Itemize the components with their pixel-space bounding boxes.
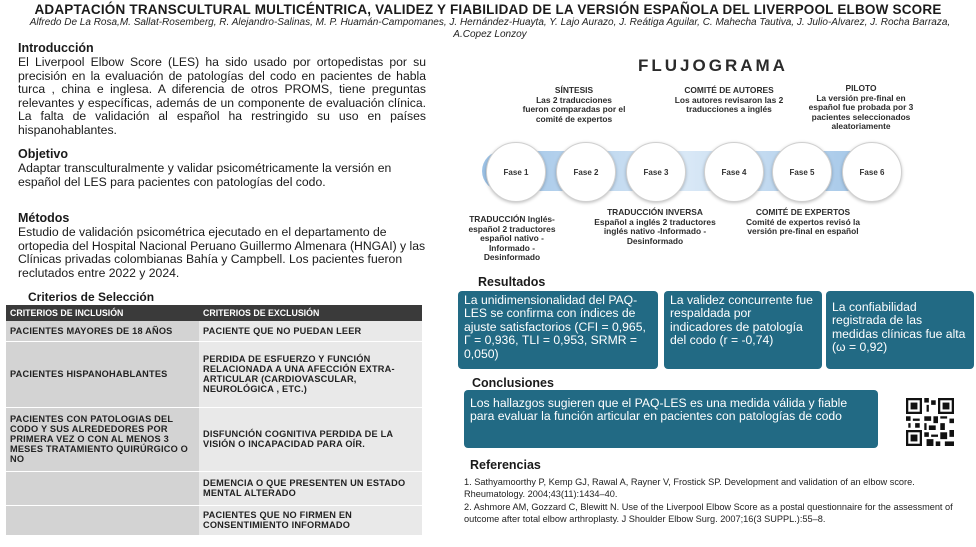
inclusion-cell: PACIENTES MAYORES DE 18 AÑOS (6, 321, 199, 341)
table-row (6, 341, 422, 407)
inclusion-header: CRITERIOS DE INCLUSIÓN (6, 305, 199, 321)
flow-comite-autores: COMITÉ DE AUTORES Los autores revisaron las 2 traducciones a inglés (674, 85, 784, 114)
table-row (6, 321, 422, 341)
intro-heading: Introducción (18, 41, 94, 55)
phase-2: Fase 2 (556, 142, 616, 202)
table-row (6, 505, 422, 535)
reference-item: 2. Ashmore AM, Gozzard C, Blewitt N. Use of the Liverpool Elbow Score as a postal questionnaire for the assessment of outcome after total elbow arthroplasty. J Shoulder Elbow Surg. 2007;16(3 SUPPL.):55–8. (464, 502, 953, 524)
flowchart-title: FLUJOGRAMA (638, 56, 788, 75)
authors: Alfredo De La Rosa,M. Sallat-Rosemberg, R. Alejandro-Salinas, M. P. Huamán-Campomanes, J. Hernández-Huayta, Y. Lajo Aurazo, J. Reátiga Aguilar, C. Mahecha Tautiva, J. Julio-Alvarez, J. Rocha Barraza, A.Copez Lonzoy (29, 17, 951, 40)
flow-comite-expertos: COMITÉ DE EXPERTOS Comité de expertos revisó la versión pre-final en español (745, 207, 861, 236)
table-row (6, 407, 422, 471)
methods-text: Estudio de validación psicométrica ejecutado en el departamento de ortopedia del Hospital Nacional Peruano Guillermo Almenara (HNGAI) y las Clínicas privadas colombianas Bahía y Campbell. Los pacientes fueron reclutados entre 2022 y 2024. (18, 225, 426, 280)
inclusion-cell (6, 471, 199, 505)
inclusion-cell: PACIENTES HISPANOHABLANTES (6, 341, 199, 407)
phase-6: Fase 6 (842, 142, 902, 202)
inclusion-cell: PACIENTES CON PATOLOGIAS DEL CODO Y SUS ALREDEDORES POR PRIMERA VEZ O CON AL MENOS 3 MESES TRATAMIENTO QUIRÚRGICO O NO (6, 407, 199, 471)
table-row (6, 471, 422, 505)
criteria-heading: Criterios de Selección (28, 290, 155, 304)
criteria-table (6, 305, 422, 536)
phase-4: Fase 4 (704, 142, 764, 202)
exclusion-cell: PERDIDA DE ESFUERZO Y FUNCIÓN RELACIONADA A UNA AFECCIÓN EXTRA-ARTICULAR (CARDIOVASCULAR, NEUROLÓGICA , ETC.) (199, 341, 422, 407)
exclusion-header: CRITERIOS DE EXCLUSIÓN (199, 305, 422, 321)
conclusions-heading: Conclusiones (472, 376, 554, 390)
results-heading: Resultados (478, 275, 546, 289)
intro-text: El Liverpool Elbow Score (LES) ha sido usado por ortopedistas por su precisión en la evaluación de patologías del codo en pacientes de habla turca , china e inglesa. A diferencia de otros PROMS, tiene preguntas relevantes y específicas, además de un componente de evaluación clínica. La falta de validación al español ha restringido su uso en países hispanohablantes. (18, 55, 426, 137)
inclusion-cell (6, 505, 199, 535)
result-box-validity: La validez concurrente fue respaldada por indicadores de patología del codo (r = -0,74) (664, 291, 822, 369)
exclusion-cell: PACIENTES QUE NO FIRMEN EN CONSENTIMIENTO INFORMADO (199, 505, 422, 535)
result-box-unidimensionality: La unidimensionalidad del PAQ-LES se confirma con índices de ajuste satisfactorios (CFI = 0,965, Γ = 0,936, TLI = 0,953, SRMR = 0,050) (458, 291, 658, 369)
objective-text: Adaptar transculturalmente y validar psicométricamente la versión en español del LES para pacientes con patologías del codo. (18, 161, 392, 189)
exclusion-cell: DISFUNCIÓN COGNITIVA PERDIDA DE LA VISIÓN O INCAPACIDAD PARA OÍR. (199, 407, 422, 471)
flow-traduccion-inversa: TRADUCCIÓN INVERSA Español a inglés 2 traductores inglés nativo -Informado -Desinformado (594, 207, 716, 246)
flow-sintesis: SÍNTESIS Las 2 traducciones fueron comparadas por el comité de expertos (522, 85, 626, 124)
reference-item: 1. Sathyamoorthy P, Kemp GJ, Rawal A, Rayner V, Frostick SP. Development and validation of an elbow score. Rheumatology. 2004;43(11):1434–40. (464, 477, 915, 499)
phase-5: Fase 5 (772, 142, 832, 202)
flow-piloto: PILOTO La versión pre-final en español fue probada por 3 pacientes seleccionados aleatoriamente (808, 83, 914, 131)
phase-1: Fase 1 (486, 142, 546, 202)
poster-title: ADAPTACIÓN TRANSCULTURAL MULTICÉNTRICA, VALIDEZ Y FIABILIDAD DE LA VERSIÓN ESPAÑOLA DEL LIVERPOOL ELBOW SCORE (34, 2, 942, 17)
qr-code-icon (906, 398, 954, 446)
references-heading: Referencias (470, 458, 541, 472)
exclusion-cell: PACIENTE QUE NO PUEDAN LEER (199, 321, 422, 341)
methods-heading: Métodos (18, 211, 70, 225)
conclusions-box: Los hallazgos sugieren que el PAQ-LES es una medida válida y fiable para evaluar la función articular en pacientes con patologías de codo (464, 390, 878, 448)
result-box-reliability: La confiabilidad registrada de las medidas clínicas fue alta (ω = 0,92) (826, 291, 974, 369)
objective-heading: Objetivo (18, 147, 69, 161)
flow-traduccion: TRADUCCIÓN Inglés-español 2 traductores español nativo -Informado -Desinformado (468, 214, 556, 262)
phase-3: Fase 3 (626, 142, 686, 202)
exclusion-cell: DEMENCIA O QUE PRESENTEN UN ESTADO MENTAL ALTERADO (199, 471, 422, 505)
